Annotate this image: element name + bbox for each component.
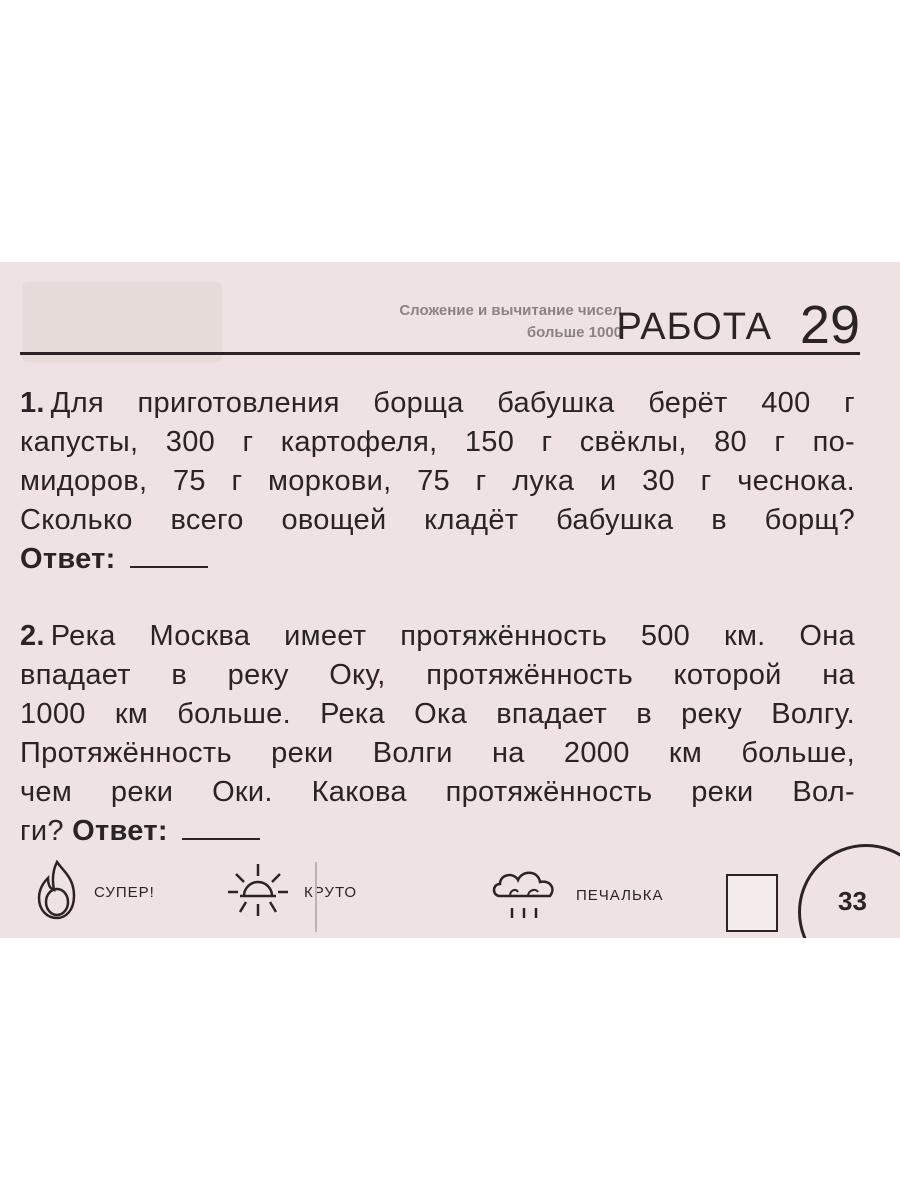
mood-label: СУПЕР! [94, 884, 155, 901]
answer-field[interactable] [130, 544, 208, 568]
mood-sad[interactable] [488, 858, 664, 933]
page-number: 33 [838, 886, 867, 916]
mood-footer [20, 858, 900, 938]
mood-super[interactable] [34, 858, 155, 927]
work-number: 29 [799, 295, 860, 355]
task-text-line: чем реки Оки. Какова протяжённость реки Вол- [20, 776, 855, 808]
task-text-line: мидоров, 75 г моркови, 75 г лука и 30 г чеснока. [20, 465, 855, 497]
task-number: 2. [20, 620, 45, 652]
page-header [20, 292, 860, 356]
task-text-line: ги? [20, 815, 64, 847]
task-text-line: Для приготовления борща бабушка берёт 400 г [50, 387, 855, 419]
task-2 [20, 617, 855, 851]
sun-icon [226, 858, 290, 927]
task-text-line: впадает в реку Оку, протяжённость которой на [20, 659, 855, 691]
workbook-page [0, 262, 900, 938]
subtitle-line-2: больше 1000 [526, 324, 622, 341]
mood-label: КРУТО [304, 884, 358, 901]
answer-field[interactable] [182, 816, 260, 840]
subtitle-line-1: Сложение и вычитание чисел [399, 302, 622, 319]
mood-label: ПЕЧАЛЬКА [576, 887, 664, 904]
fire-icon [34, 858, 80, 927]
task-number: 1. [20, 387, 45, 419]
rain-cloud-icon [488, 858, 562, 933]
task-1 [20, 384, 855, 579]
mood-cool[interactable] [226, 858, 357, 927]
section-subtitle [399, 300, 622, 344]
answer-label: Ответ: [72, 815, 168, 847]
task-text-line: Протяжённость реки Волги на 2000 км больше, [20, 737, 855, 769]
header-divider [20, 352, 860, 355]
footer-divider [315, 862, 317, 932]
mood-checkbox[interactable] [726, 874, 778, 932]
task-text-line: капусты, 300 г картофеля, 150 г свёклы, 80 г по- [20, 426, 855, 458]
task-text-line: 1000 км больше. Река Ока впадает в реку Волгу. [20, 698, 855, 730]
work-title: РАБОТА [616, 306, 772, 348]
answer-label: Ответ: [20, 543, 116, 575]
task-text-line: Сколько всего овощей кладёт бабушка в борщ? [20, 504, 855, 536]
task-text-line: Река Москва имеет протяжённость 500 км. Она [50, 620, 855, 652]
